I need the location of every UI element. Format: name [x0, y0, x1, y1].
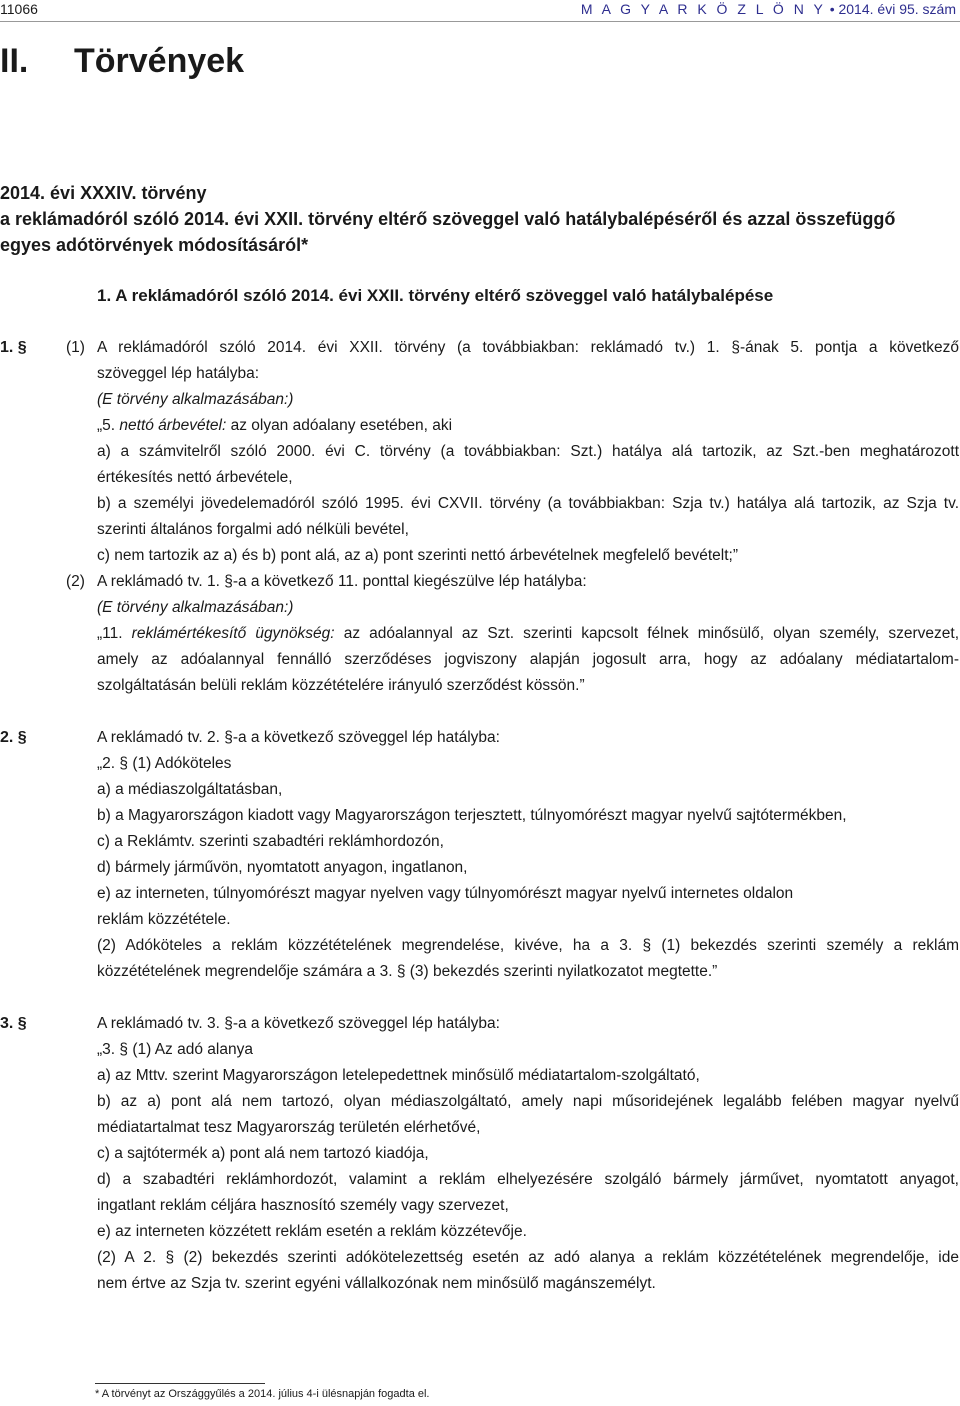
point11-text: az adóalannyal az Szt. szerinti kapcsolt félnek minősülő, olyan személy, szervezet, [334, 625, 960, 642]
point11-term: reklámértékesítő ügynökség: [131, 625, 335, 642]
s1-p1-point5 [97, 417, 452, 435]
point11-number: „11. [97, 625, 132, 642]
s3-line1: A reklámadó tv. 3. §-a a következő szöveggel lép hatályba: [97, 1015, 500, 1032]
s3-line3: a) az Mttv. szerint Magyarországon letelepedettnek minősülő médiatartalom-szolgáltató, [97, 1067, 700, 1084]
s1-p1-line7: b) a személyi jövedelemadóról szóló 1995. évi CXVII. törvény (a továbbiakban: Szja tv.) hatálya alá tartozik, az Szja tv. [97, 495, 959, 512]
s1-p2-line1: A reklámadó tv. 1. §-a a következő 11. ponttal kiegészülve lép hatályba: [97, 573, 587, 590]
s1-p2-context: (E törvény alkalmazásában:) [97, 599, 294, 616]
s2-line4: b) a Magyarországon kiadott vagy Magyarországon terjesztett, túlnyomórészt magyar nyelvű sajtótermékben, [97, 807, 847, 824]
page-number: 11066 [0, 1, 38, 17]
s2-line8: reklám közzététele. [97, 911, 231, 928]
s1-p1-line5: a) a számvitelről szóló 2000. évi C. törvény (a továbbiakban: Szt.) hatálya alá tartozik, az Szt.-ben meghatározott [97, 443, 959, 460]
law-title-line2: a reklámadóról szóló 2014. évi XXII. törvény eltérő szöveggel való hatálybalépéséről és azzal összefüggő [0, 209, 896, 229]
running-header [581, 1, 956, 17]
point5-term: nettó árbevétel: [119, 417, 227, 434]
s1-p2-line4: amely az adóalannyal fennálló szerződéses jogviszony alapján jogosult arra, hogy az adóalany médiatartalom- [97, 651, 959, 668]
s3-line8: ingatlant reklám céljára hasznosító személy vagy szervezet, [97, 1197, 509, 1214]
point5-text: az olyan adóalany esetében, aki [226, 417, 453, 434]
s2-line5: c) a Reklámtv. szerinti szabadtéri reklámhordozón, [97, 833, 444, 850]
s1-p2-label: (2) [66, 573, 85, 590]
s2-line9: (2) Adóköteles a reklám közzétételének megrendelése, kivéve, ha a 3. § (1) bekezdés szerinti személy a reklám [97, 937, 959, 954]
s3-line2: „3. § (1) Az adó alanya [97, 1041, 253, 1058]
s3-line11: nem értve az Szja tv. szerint egyéni vállalkozónak nem minősülő magánszemélyt. [97, 1275, 656, 1292]
law-title-line3: egyes adótörvények módosításáról* [0, 235, 309, 255]
s2-line2: „2. § (1) Adóköteles [97, 755, 232, 772]
chapter-number: II. [0, 42, 29, 80]
s1-p1-line2: szöveggel lép hatályba: [97, 365, 260, 382]
header-separator: • [829, 1, 839, 17]
issue-number: 2014. évi 95. szám [838, 1, 956, 17]
s3-line10: (2) A 2. § (2) bekezdés szerinti adókötelezettség esetén az adó alanya a reklám közzétételének megrendelője, ide [97, 1249, 959, 1266]
chapter-title: Törvények [74, 42, 245, 80]
s1-p1-label: (1) [66, 339, 85, 356]
s3-line9: e) az interneten közzétett reklám esetén a reklám közzétevője. [97, 1223, 527, 1240]
s1-p1-line6: értékesítés nettó árbevétele, [97, 469, 293, 486]
gazette-name: M A G Y A R K Ö Z L Ö N Y [580, 1, 826, 17]
s2-line6: d) bármely járművön, nyomtatott anyagon, ingatlanon, [97, 859, 468, 876]
s3-line7: d) a szabadtéri reklámhordozót, valamint a reklám elhelyezésére szolgáló bármely járművet, nyomtatott anyagot, [97, 1171, 959, 1188]
s1-p1-line1: A reklámadóról szóló 2014. évi XXII. törvény (a továbbiakban: reklámadó tv.) 1. §-ának 5. pontja a következő [97, 339, 959, 356]
part-subheading: 1. A reklámadóról szóló 2014. évi XXII. törvény eltérő szöveggel való hatálybalépése [97, 286, 774, 305]
s2-line3: a) a médiaszolgáltatásban, [97, 781, 283, 798]
s1-p1-line9: c) nem tartozik az a) és b) pont alá, az a) pont szerinti nettó árbevételnek megfelelő bevételt;” [97, 547, 738, 564]
s3-line5: médiatartalmat tesz Magyarország területén elérhetővé, [97, 1119, 481, 1136]
s2-line7: e) az interneten, túlnyomórészt magyar nyelven vagy túlnyomórészt magyar nyelvű internetes oldalon [97, 885, 794, 902]
s1-p1-line8: szerinti általános forgalmi adó nélküli bevétel, [97, 521, 409, 538]
s2-line1: A reklámadó tv. 2. §-a a következő szöveggel lép hatályba: [97, 729, 500, 746]
footnote: * A törvényt az Országgyűlés a 2014. július 4-i ülésnapján fogadta el. [95, 1388, 430, 1400]
s1-p2-line5: szolgáltatásán belüli reklám közzétételére irányuló szerződést kössön.” [97, 677, 585, 694]
footnote-rule [95, 1383, 265, 1384]
s2-line10: közzétételének megrendelője számára a 3. § (3) bekezdés szerinti nyilatkozatot megtette.” [97, 963, 718, 980]
law-title-line1: 2014. évi XXXIV. törvény [0, 183, 207, 203]
section-2-number: 2. § [0, 729, 27, 746]
s1-p2-point11 [97, 625, 959, 643]
s3-line4: b) az a) pont alá nem tartozó, olyan médiaszolgáltató, amely napi műsoridejének legalább felében magyar nyelvű [97, 1093, 959, 1110]
point5-number: „5. [97, 417, 120, 434]
section-1-number: 1. § [0, 339, 27, 356]
section-3-number: 3. § [0, 1015, 27, 1032]
s1-p1-context: (E törvény alkalmazásában:) [97, 391, 294, 408]
s3-line6: c) a sajtótermék a) pont alá nem tartozó kiadója, [97, 1145, 429, 1162]
header-rule [0, 21, 960, 22]
